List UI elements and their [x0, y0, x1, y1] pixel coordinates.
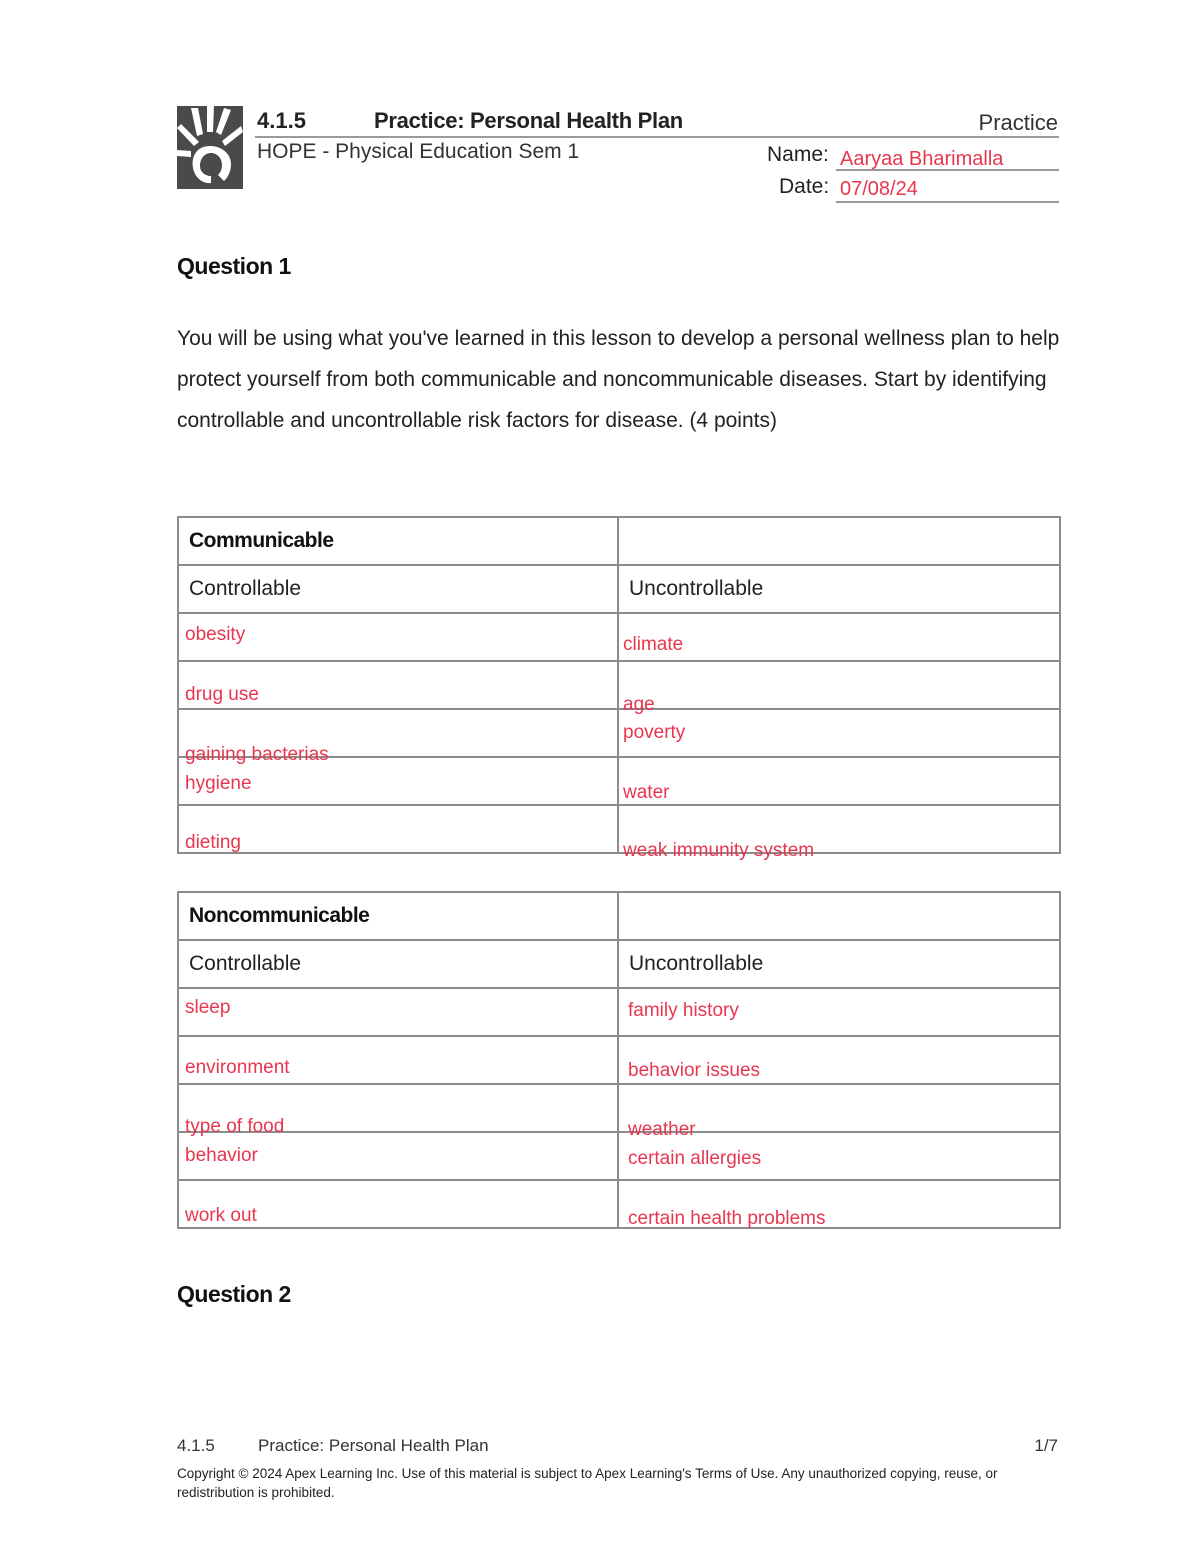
communicable-uncontrollable-header: Uncontrollable — [618, 565, 1060, 613]
answer-text: type of food — [185, 1116, 285, 1137]
question-1-prompt: You will be using what you've learned in this lesson to develop a personal wellness plan to help protect yourself from both communicable and noncommunicable diseases. Start by identifying controllable and uncontrollable risk factors for disease. (4 points) — [177, 327, 1060, 432]
name-field[interactable]: Aaryaa Bharimalla — [840, 148, 1004, 170]
answer-cell[interactable] — [618, 661, 1060, 715]
assignment-type: Practice — [978, 110, 1058, 135]
date-underline — [836, 201, 1059, 203]
communicable-table — [177, 516, 1061, 861]
answer-cell[interactable] — [178, 1036, 618, 1084]
course-name: HOPE - Physical Education Sem 1 — [257, 140, 580, 163]
answer-cell[interactable] — [178, 1132, 618, 1180]
answer-text: sleep — [185, 997, 231, 1018]
noncommunicable-title: Noncommunicable — [178, 892, 618, 940]
answer-text: hygiene — [185, 773, 252, 794]
answer-text: certain health problems — [628, 1208, 826, 1229]
empty-header-cell — [618, 517, 1060, 565]
answer-cell[interactable] — [178, 613, 618, 661]
answer-cell[interactable] — [178, 757, 618, 805]
answer-cell[interactable] — [178, 709, 618, 765]
answer-cell[interactable] — [618, 709, 1060, 757]
question-1-heading: Question 1 — [177, 253, 291, 279]
date-label: Date: — [779, 175, 830, 198]
header-divider — [255, 136, 1059, 138]
answer-text: poverty — [623, 722, 686, 743]
date-field[interactable]: 07/08/24 — [840, 178, 918, 200]
answer-text: climate — [623, 634, 684, 655]
answer-cell[interactable] — [618, 805, 1060, 861]
answer-cell[interactable] — [178, 1180, 618, 1228]
communicable-title: Communicable — [178, 517, 618, 565]
page-title: Practice: Personal Health Plan — [374, 108, 683, 133]
answer-cell[interactable] — [178, 1084, 618, 1137]
answer-text: gaining bacterias — [185, 744, 329, 765]
answer-text: work out — [185, 1205, 257, 1226]
answer-text: behavior — [185, 1145, 258, 1166]
copyright-notice: Copyright © 2024 Apex Learning Inc. Use of this material is subject to Apex Learning's Terms of Use. Any unauthorized copying, reuse, or redistribution is prohibited. — [177, 1466, 998, 1500]
name-label: Name: — [767, 143, 829, 166]
answer-cell[interactable] — [618, 1036, 1060, 1084]
answer-cell[interactable] — [618, 988, 1060, 1036]
answer-text: water — [623, 782, 670, 803]
answer-text: obesity — [185, 624, 246, 645]
noncommunicable-uncontrollable-header: Uncontrollable — [618, 940, 1060, 988]
answer-cell[interactable] — [618, 1132, 1060, 1180]
answer-text: drug use — [185, 684, 259, 705]
answer-cell[interactable] — [618, 1084, 1060, 1140]
answer-text: environment — [185, 1057, 290, 1078]
page-number: 1/7 — [1034, 1436, 1058, 1455]
lesson-number: 4.1.5 — [257, 108, 306, 133]
answer-text: family history — [628, 1000, 739, 1021]
answer-cell[interactable] — [618, 613, 1060, 661]
answer-text: age — [623, 694, 655, 715]
answer-cell[interactable] — [178, 988, 618, 1036]
footer-title: Practice: Personal Health Plan — [258, 1436, 489, 1455]
footer-lesson-number: 4.1.5 — [177, 1436, 215, 1455]
question-2-heading: Question 2 — [177, 1281, 291, 1307]
answer-text: dieting — [185, 832, 241, 853]
answer-text: behavior issues — [628, 1060, 761, 1081]
answer-cell[interactable] — [618, 1180, 1060, 1228]
answer-text: weather — [628, 1119, 696, 1140]
communicable-controllable-header: Controllable — [178, 565, 618, 613]
answer-cell[interactable] — [618, 757, 1060, 805]
name-underline — [836, 169, 1059, 171]
answer-cell[interactable] — [178, 661, 618, 709]
noncommunicable-controllable-header: Controllable — [178, 940, 618, 988]
apex-logo-icon — [177, 106, 243, 189]
answer-text: weak immunity system — [623, 840, 815, 861]
answer-text: certain allergies — [628, 1148, 762, 1169]
answer-cell[interactable] — [178, 805, 618, 853]
empty-header-cell — [618, 892, 1060, 940]
noncommunicable-table — [177, 891, 1061, 1229]
